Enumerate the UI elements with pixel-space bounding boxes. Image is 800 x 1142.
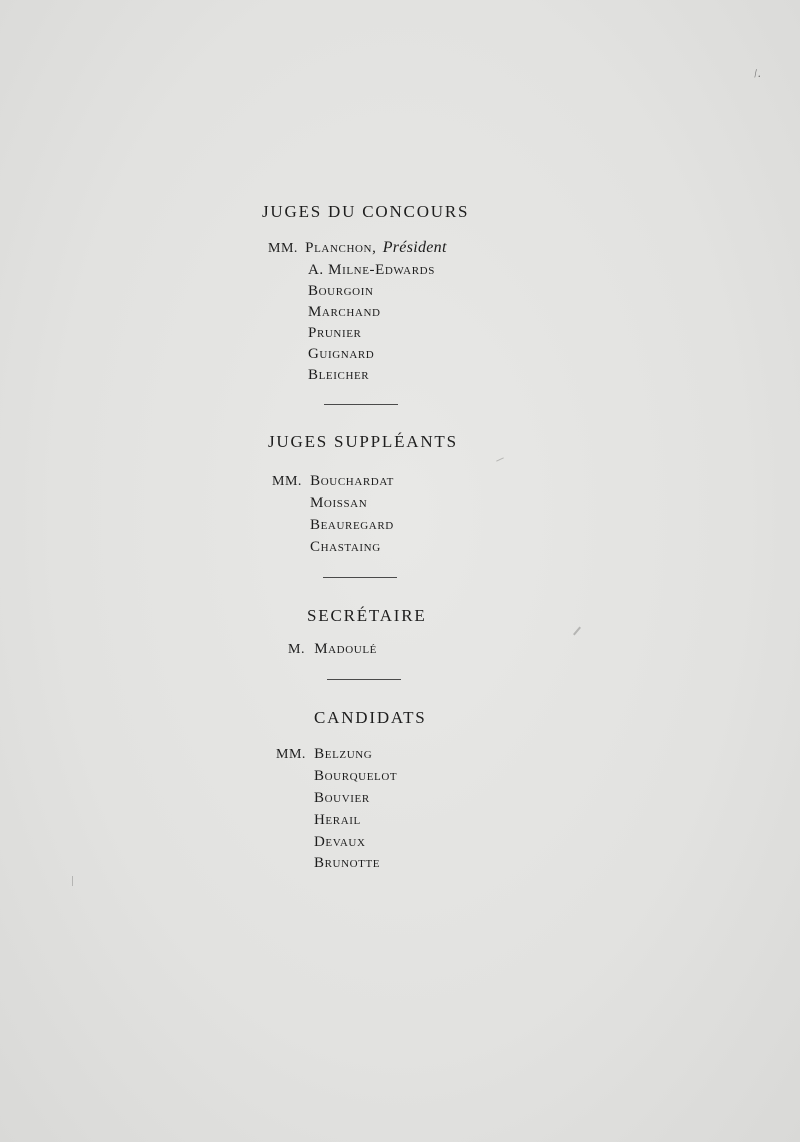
prefix-mm: MM. [276,747,306,762]
deputy-judge-name: Bouchardat [310,473,394,489]
judge-name: Guignard [308,346,375,362]
judge-name: Bourgoin [308,283,374,299]
section-divider [323,577,397,578]
heading-candidats: CANDIDATS [314,708,427,727]
prefix-mm: MM. [272,474,302,489]
judge-name: A. Milne-Edwards [308,262,435,278]
list-item [288,641,377,658]
corner-mark: /. [752,65,762,81]
paper-speck [72,876,73,886]
judge-name: Marchand [308,304,381,320]
deputy-judge-name: Moissan [310,495,368,511]
section-divider [327,679,401,680]
judge-name: Prunier [308,325,362,341]
candidate-name: Bouvier [314,790,370,806]
president-title: Président [382,239,447,256]
heading-juges-du-concours: JUGES DU CONCOURS [262,202,470,221]
candidate-name: Devaux [314,834,366,850]
heading-juges-suppleants: JUGES SUPPLÉANTS [268,432,458,451]
prefix-mm: MM. [268,241,298,256]
deputy-judge-name: Beauregard [310,517,394,533]
judge-name: Planchon, [305,240,377,256]
candidate-name: Bourquelot [314,768,398,784]
candidate-name: Herail [314,812,361,828]
section-divider [324,404,398,405]
heading-secretaire: SECRÉTAIRE [307,606,427,625]
list-item [268,240,447,257]
list-item [272,473,394,490]
list-item [276,746,372,763]
candidate-name: Brunotte [314,855,381,871]
secretary-name: Madoulé [314,641,377,657]
paper-speck [573,627,581,636]
paper-speck [496,457,504,461]
judge-name: Bleicher [308,367,370,383]
deputy-judge-name: Chastaing [310,539,381,555]
prefix-m: M. [288,642,305,657]
candidate-name: Belzung [314,746,373,762]
